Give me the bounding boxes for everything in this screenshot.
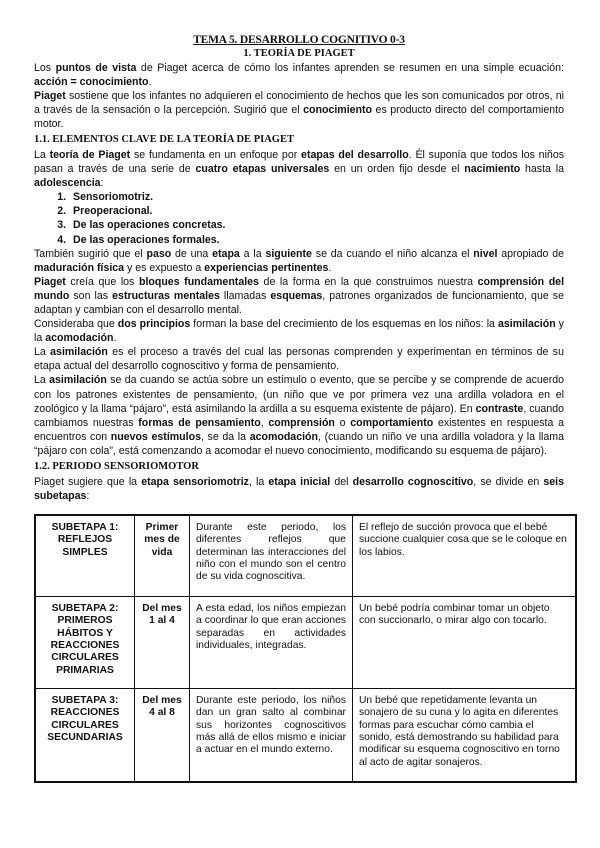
table-row [35, 515, 576, 597]
stage-cell: SUBETAPA 3: REACCIONES CIRCULARES SECUNDARIAS [35, 688, 135, 782]
intro-paragraph-1: Los puntos de vista de Piaget acerca de cómo los infantes aprenden se resumen en una simple ecuación: acción = conocimiento. [34, 62, 564, 89]
list-item: 1. Sensoriomotriz. [69, 190, 564, 204]
section1-paragraph-4: Consideraba que dos principios forman la base del crecimiento de los esquemas en los niños: la asimilación y la acomodación. [34, 318, 564, 345]
subsection-heading-1-1: 1.1. ELEMENTOS CLAVE DE LA TEORÍA DE PIAGET [34, 134, 294, 146]
example-cell: Un bebé podría combinar tomar un objeto con succionarlo, o mirar algo con tocarlo. [353, 596, 577, 688]
age-cell: Primer mes de vida [135, 515, 190, 597]
page-title: TEMA 5. DESARROLLO COGNITIVO 0-3 [193, 34, 405, 46]
list-item: 3. De las operaciones concretas. [69, 218, 564, 232]
description-cell: Durante este periodo, los diferentes reflejos que determinan las interacciones del niño con el mundo son el centro de su vida cognoscitiva. [190, 515, 353, 597]
table-row [35, 688, 576, 782]
description-cell: Durante este periodo, los niños dan un gran salto al combinar sus horizontes cognoscitivos más allá de ellos mismo e iniciar a actuar en el mundo externo. [190, 688, 353, 782]
description-cell: A esta edad, los niños empiezan a coordinar lo que eran acciones separadas en actividades individuales, integradas. [190, 596, 353, 688]
list-item: 4. De las operaciones formales. [69, 233, 564, 247]
subsection-heading-1-2: 1.2. PERIODO SENSORIOMOTOR [34, 461, 199, 473]
section1-paragraph-2: También sugirió que el paso de una etapa a la siguiente se da cuando el niño alcanza el nivel apropiado de maduración física y es expuesto a experiencias pertinentes. [34, 247, 565, 274]
substages-table [34, 514, 577, 783]
example-cell: Un bebé que repetidamente levanta un sonajero de su cuna y lo agita en diferentes formas para escuchar cómo cambia el sonido, está demostrando su habilidad para modificar su esquema cognoscitivo en torno al acto de agitar sonajeros. [353, 688, 577, 782]
document-page [34, 34, 567, 783]
section1-paragraph-1: La teoría de Piaget se fundamenta en un enfoque por etapas del desarrollo. Él suponía que todos los niños pasan a través de una serie de cuatro etapas universales en un orden fijo desde el nacimiento hasta la adolescencia: [34, 148, 565, 190]
section-title: 1. TEORÍA DE PIAGET [243, 48, 355, 59]
table-row [35, 596, 576, 688]
section1-paragraph-6: La asimilación se da cuando se actúa sobre un estímulo o evento, que se percibe y se comprende de acuerdo con los patrones existentes de pensamiento, (un niño que ve por primera vez una ardilla voladora en el zoológico y la llama “pájaro”, está asimilando la ardilla a su esquema existente de pájaro). En contraste, cuando cambiamos nuestras formas de pensamiento, comprensión o comportamiento existentes en respuesta a encuentros con nuevos estímulos, se da la acomodación, (cuando un niño ve una ardilla voladora y la llama “pájaro con cola”, está comenzando a acomodar el nuevo conocimiento, modificando su esquema de pájaro). [34, 374, 565, 457]
stages-list [34, 190, 564, 246]
section1-paragraph-3: Piaget creía que los bloques fundamentales de la forma en la que construimos nuestra comprensión del mundo son las estructuras mentales llamadas esquemas, patrones organizados de funcionamiento, que se adaptan y cambian con el desarrollo mental. [34, 275, 565, 316]
stage-cell: SUBETAPA 2: PRIMEROS HÁBITOS Y REACCIONES CIRCULARES PRIMARIAS [35, 596, 135, 688]
age-cell: Del mes 1 al 4 [135, 596, 190, 688]
section2-paragraph-1: Piaget sugiere que la etapa sensoriomotriz, la etapa inicial del desarrollo cognoscitivo, se divide en seis subetapas: [34, 475, 564, 502]
age-cell: Del mes 4 al 8 [135, 688, 190, 782]
intro-paragraph-2: Piaget sostiene que los infantes no adquieren el conocimiento de hechos que les son comunicados por otros, ni a través de la sensación o la percepción. Sugirió que el conocimiento es producto directo del comportamiento motor. [34, 90, 564, 131]
list-item: 2. Preoperacional. [69, 204, 564, 218]
stage-cell: SUBETAPA 1: REFLEJOS SIMPLES [35, 515, 135, 597]
example-cell: El reflejo de succión provoca que el bebé succione cualquier cosa que se le coloque en los labios. [353, 515, 577, 597]
section1-paragraph-5: La asimilación es el proceso a través del cual las personas comprenden y experimentan en términos de su etapa actual del desarrollo cognoscitivo y forma de pensamiento. [34, 346, 564, 373]
